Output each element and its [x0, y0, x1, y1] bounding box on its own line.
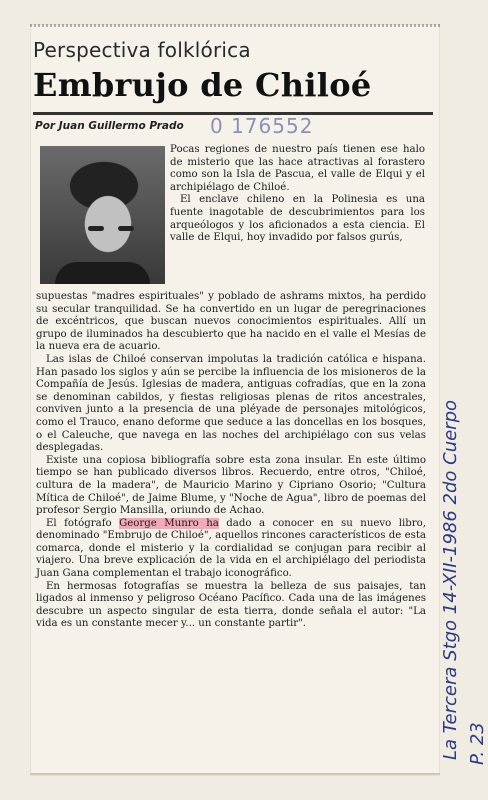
paragraph: Las islas de Chiloé conservan impolutas la tradición católica e hispana. Han pasado los siglos y aún se percibe la influencia de los misioneros de la Compañía de Jesús. Iglesias de madera, antiguas cofradías, que en la zona se denominan cabildos, y fiestas religiosas plenas de ritos ancestrales, conviven junto a la presencia de una pléyade de personajes mitológicos, como el Trauco, enano deforme que seduce a las doncellas en los bosques, o el Caleuche, que navega en las noches del archipiélago con sus velas desplegadas. — [36, 353, 426, 454]
annotation-line: La Tercera Stgo 14-XII-1986 2do Cuerpo — [440, 399, 461, 760]
annotation-line: P. 23 — [467, 722, 488, 765]
author-portrait-photo — [40, 146, 165, 284]
headline: Embrujo de Chiloé — [33, 66, 372, 104]
section-title: Perspectiva folklórica — [33, 38, 251, 62]
text-column-top — [170, 144, 425, 245]
paragraph: En hermosas fotografías se muestra la belleza de sus paisajes, tan ligados al inmenso y peligroso Océano Pacífico. Cada una de las imágenes descubre un aspecto singular de esta tierra, donde señala el autor: "La vida es un constante mecer y... un constante partir". — [36, 580, 426, 630]
portrait-shoulders — [55, 262, 150, 284]
portrait-eye — [118, 226, 134, 231]
torn-top-edge — [30, 24, 440, 27]
paragraph: supuestas "madres espirituales" y poblado de ashrams mixtos, ha perdido su secular tranquilidad. Se ha convertido en un lugar de peregrinaciones de excéntricos, que buscan nuevos conocimientos espirituales. Allí un grupo de iluminados ha descubierto que ha nacido en el valle el Mesías de la nueva era de acuario. — [36, 291, 426, 353]
text-run: El fotógrafo — [46, 517, 120, 529]
paragraph-photographer — [36, 518, 426, 581]
archive-number: 0 176552 — [210, 114, 314, 138]
clipping-bottom-edge — [30, 773, 440, 775]
highlighted-name: George Munro ha — [119, 517, 219, 529]
paragraph: El enclave chileno en la Polinesia es una fuente inagotable de descubrimientos para los arqueólogos y los aficionados a esta ciencia. El valle de Elqui, hoy invadido por falsos gurús, — [170, 194, 425, 244]
text-column-main — [36, 291, 426, 631]
paragraph: Pocas regiones de nuestro país tienen ese halo de misterio que las hace atractivas al forastero como son la Isla de Pascua, el valle de Elqui y el archipiélago de Chiloé. — [170, 144, 425, 193]
byline: Por Juan Guillermo Prado — [35, 120, 184, 132]
paragraph: Existe una copiosa bibliografía sobre esta zona insular. En este último tiempo se han publicado diversos libros. Recuerdo, entre otros, "Chiloé, cultura de la madera", de Mauricio Marino y Cipriano Osorio; "Cultura Mítica de Chiloé", de Jaime Blume, y "Noche de Agua", libro de poemas del profesor Sergio Mansilla, oriundo de Achao. — [36, 454, 426, 517]
text-run: dado a conocer en su nuevo libro, denominado "Embrujo de Chiloé", aquellos rincones característicos de esta comarca, donde el misterio y la cordialidad se conjugan para recibir al viajero. Una breve explicación de la vida en el archipiélago del periodista Juan Gana complementan el trabajo iconográfico. — [36, 517, 427, 580]
portrait-eye — [88, 226, 104, 231]
